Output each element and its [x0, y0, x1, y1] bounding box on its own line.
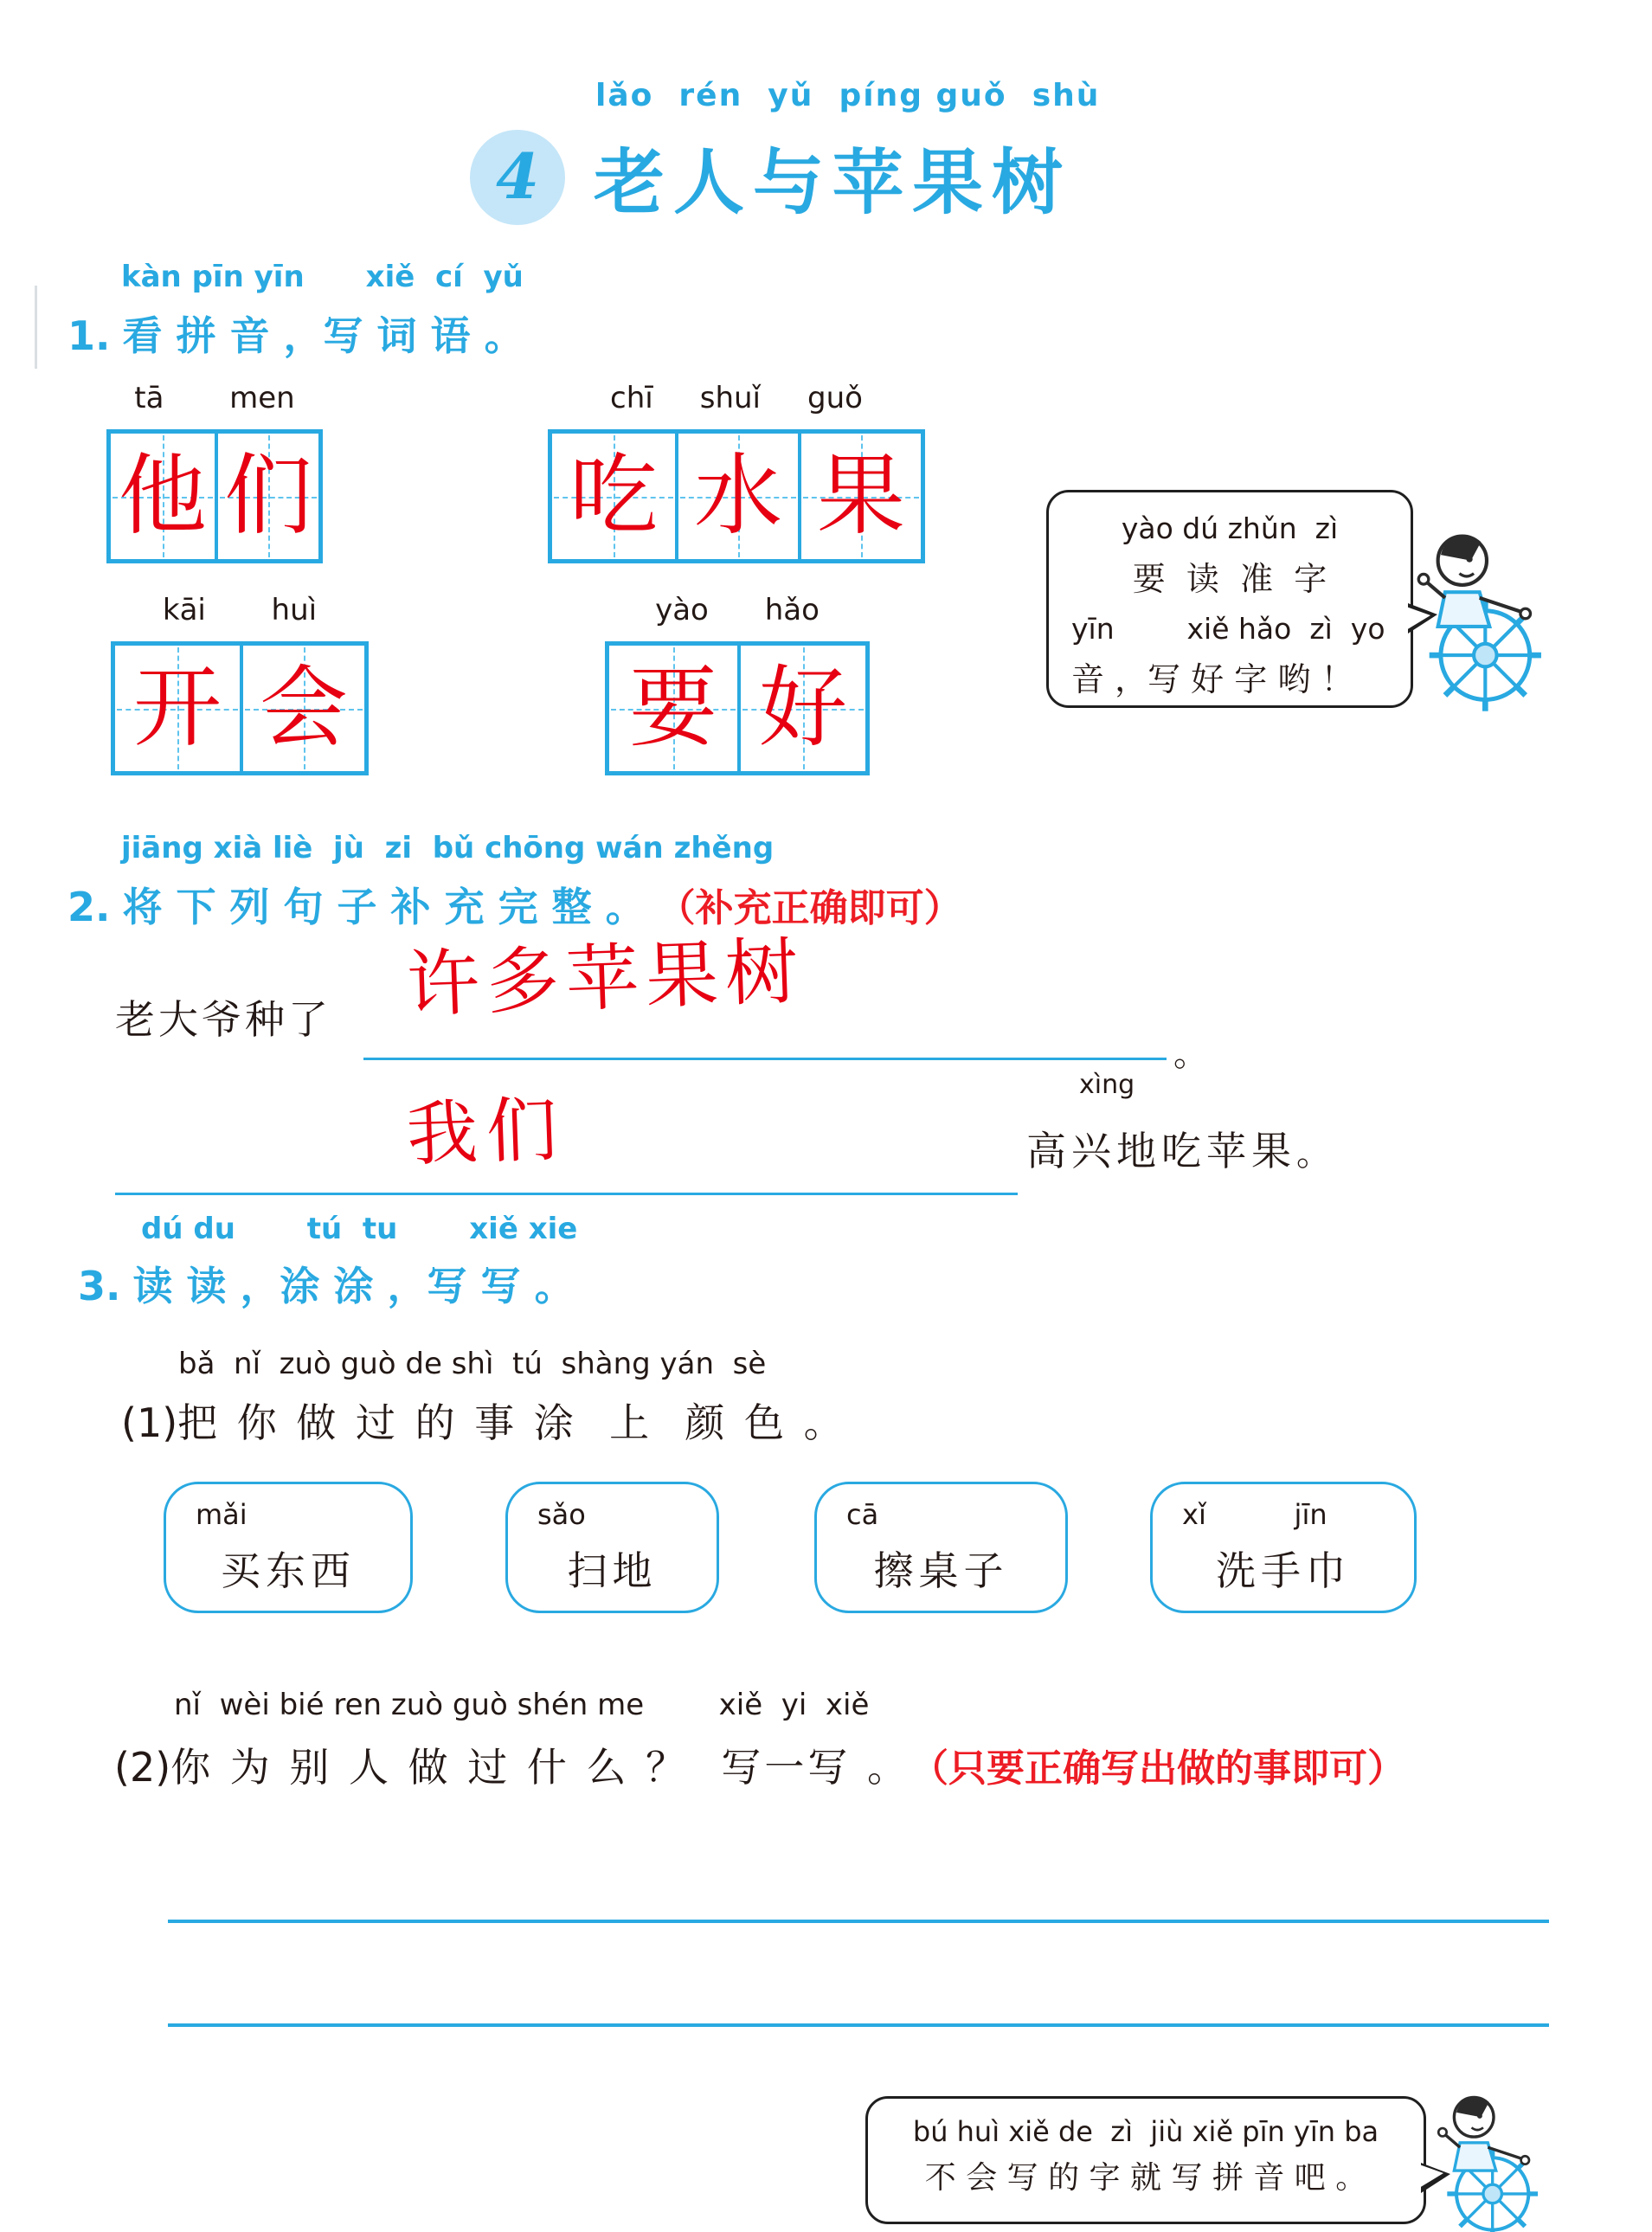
lesson-title-pinyin: lǎo rén yǔ píng guǒ shù	[595, 78, 1101, 113]
exercise2-note: （补充正确即可）	[657, 886, 962, 930]
answer-character: 们	[224, 444, 312, 548]
grid-pinyin: yào hǎo	[655, 593, 820, 627]
bubble-pinyin-line: yīn xiě hǎo zì yo	[1071, 612, 1385, 646]
exercise2-pinyin: jiāng xià liè jù zi bǔ chōng wán zhěng	[121, 831, 775, 865]
option-card-sweep-floor	[505, 1482, 719, 1613]
exercise3-heading	[78, 1255, 575, 1312]
exercise1-number: 1.	[67, 312, 111, 359]
sentence2-handwritten-answer: 我们	[405, 1088, 568, 1177]
part1-label: (1)	[121, 1399, 178, 1446]
sentence2-period: 。	[1296, 1134, 1336, 1174]
grid-cell	[215, 434, 318, 559]
writing-grid-kaihui	[111, 593, 369, 775]
tianzige-box	[605, 641, 870, 775]
exercise2-instruction: 将 下 列 句 子 补 充 完 整 。	[122, 884, 646, 930]
lesson-number-badge	[470, 130, 565, 225]
option-text: 扫地	[567, 1547, 658, 1594]
tianzige-box	[548, 429, 925, 563]
answer-character: 好	[759, 656, 847, 760]
grid-cell	[737, 646, 865, 771]
grid-cell	[111, 434, 215, 559]
grid-cell	[675, 434, 798, 559]
grid-cell	[798, 434, 921, 559]
writing-grid-yaohao	[605, 593, 870, 775]
tianzige-box	[111, 641, 369, 775]
print-registration-mark	[35, 286, 37, 369]
bubble-pinyin-line: bú huì xiě de zì jiù xiě pīn yīn ba	[912, 2115, 1379, 2148]
answer-character: 开	[133, 656, 222, 760]
grid-cell	[240, 646, 364, 771]
answer-character: 吃	[569, 444, 658, 548]
part2-question	[114, 1736, 1405, 1793]
bubble-pinyin-line: yào dú zhǔn zì	[1121, 511, 1339, 545]
sentence2-pinyin-hint: xìng	[1079, 1070, 1135, 1100]
grid-pinyin: chī shuǐ guǒ	[610, 381, 863, 415]
part2-label: (2)	[114, 1744, 171, 1791]
lesson-number: 4	[495, 138, 540, 213]
answer-character: 果	[817, 444, 905, 548]
lesson-title: 老人与苹果树	[594, 141, 1072, 224]
exercise1-pinyin: kàn pīn yīn xiě cí yǔ	[121, 260, 524, 294]
bubble-hanzi-line: 要 读 准 字	[1132, 560, 1327, 598]
option-text: 洗手巾	[1216, 1547, 1351, 1594]
option-pinyin: mǎi	[196, 1498, 247, 1531]
exercise3-pinyin: dú du tú tu xiě xie	[141, 1212, 578, 1246]
grid-cell	[552, 434, 675, 559]
answer-character: 会	[260, 656, 348, 760]
sentence2-suffix	[1026, 1120, 1336, 1177]
part1-question	[121, 1392, 847, 1449]
part2-text: 你 为 别 人 做 过 什 么 ？ 写一写 。	[170, 1744, 911, 1791]
option-card-buy-things	[164, 1482, 413, 1613]
sentence1-answer-blank	[363, 1058, 1167, 1060]
answer-character: 水	[694, 444, 782, 548]
sentence2-answer-blank	[115, 1193, 1018, 1195]
grid-pinyin: kāi huì	[162, 593, 318, 627]
bubble-hanzi-line: 不 会 写 的 字 就 写 拼 音 吧 。	[924, 2160, 1367, 2196]
sentence1-prefix: 老大爷种了	[115, 996, 331, 1043]
option-card-wash-towel	[1150, 1482, 1417, 1613]
sentence1-period: 。	[1173, 1034, 1208, 1074]
exercise3-instruction: 读 读 ，涂 涂 ，写 写 。	[132, 1263, 575, 1309]
grid-cell	[115, 646, 240, 771]
answer-character: 要	[629, 656, 717, 760]
tianzige-box	[106, 429, 323, 563]
option-card-wipe-table	[814, 1482, 1068, 1613]
sentence2-suffix-text: 高兴地吃苹果	[1026, 1128, 1296, 1174]
exercise2-number: 2.	[67, 884, 111, 930]
part1-pinyin: bǎ nǐ zuò guò de shì tú shàng yán sè	[178, 1347, 767, 1381]
speech-bubble-tip	[1046, 490, 1413, 708]
exercise1-instruction: 看 拼 音 ，写 词 语 。	[122, 312, 524, 359]
answer-line-1	[168, 1920, 1549, 1923]
option-text: 擦桌子	[873, 1547, 1009, 1594]
part1-text: 把 你 做 过 的 事 涂 上 颜 色 。	[177, 1399, 847, 1446]
option-pinyin: sǎo	[537, 1498, 586, 1531]
exercise1-heading	[67, 305, 524, 362]
grid-pinyin: tā men	[134, 381, 295, 415]
exercise2-heading	[67, 876, 962, 933]
option-pinyin: cā	[846, 1498, 879, 1531]
answer-line-2	[168, 2023, 1549, 2027]
option-text: 买东西	[221, 1547, 356, 1594]
option-pinyin: xǐ jīn	[1182, 1498, 1327, 1531]
boy-at-wheel-icon	[1430, 2082, 1551, 2232]
exercise3-number: 3.	[78, 1263, 121, 1309]
grid-cell	[609, 646, 737, 771]
part2-note: （只要正确写出做的事即可）	[910, 1746, 1406, 1791]
bubble-hanzi-line: 音 ，写 好 字 哟 ！	[1071, 660, 1354, 698]
answer-character: 他	[119, 444, 207, 548]
speech-bubble-hint	[865, 2096, 1426, 2224]
part2-pinyin: nǐ wèi bié ren zuò guò shén me xiě yi xiě	[174, 1688, 870, 1722]
writing-grid-chishuiguo	[548, 381, 925, 563]
sentence1-handwritten-answer: 许多苹果树	[405, 929, 807, 1027]
writing-grid-tamen	[106, 381, 323, 563]
